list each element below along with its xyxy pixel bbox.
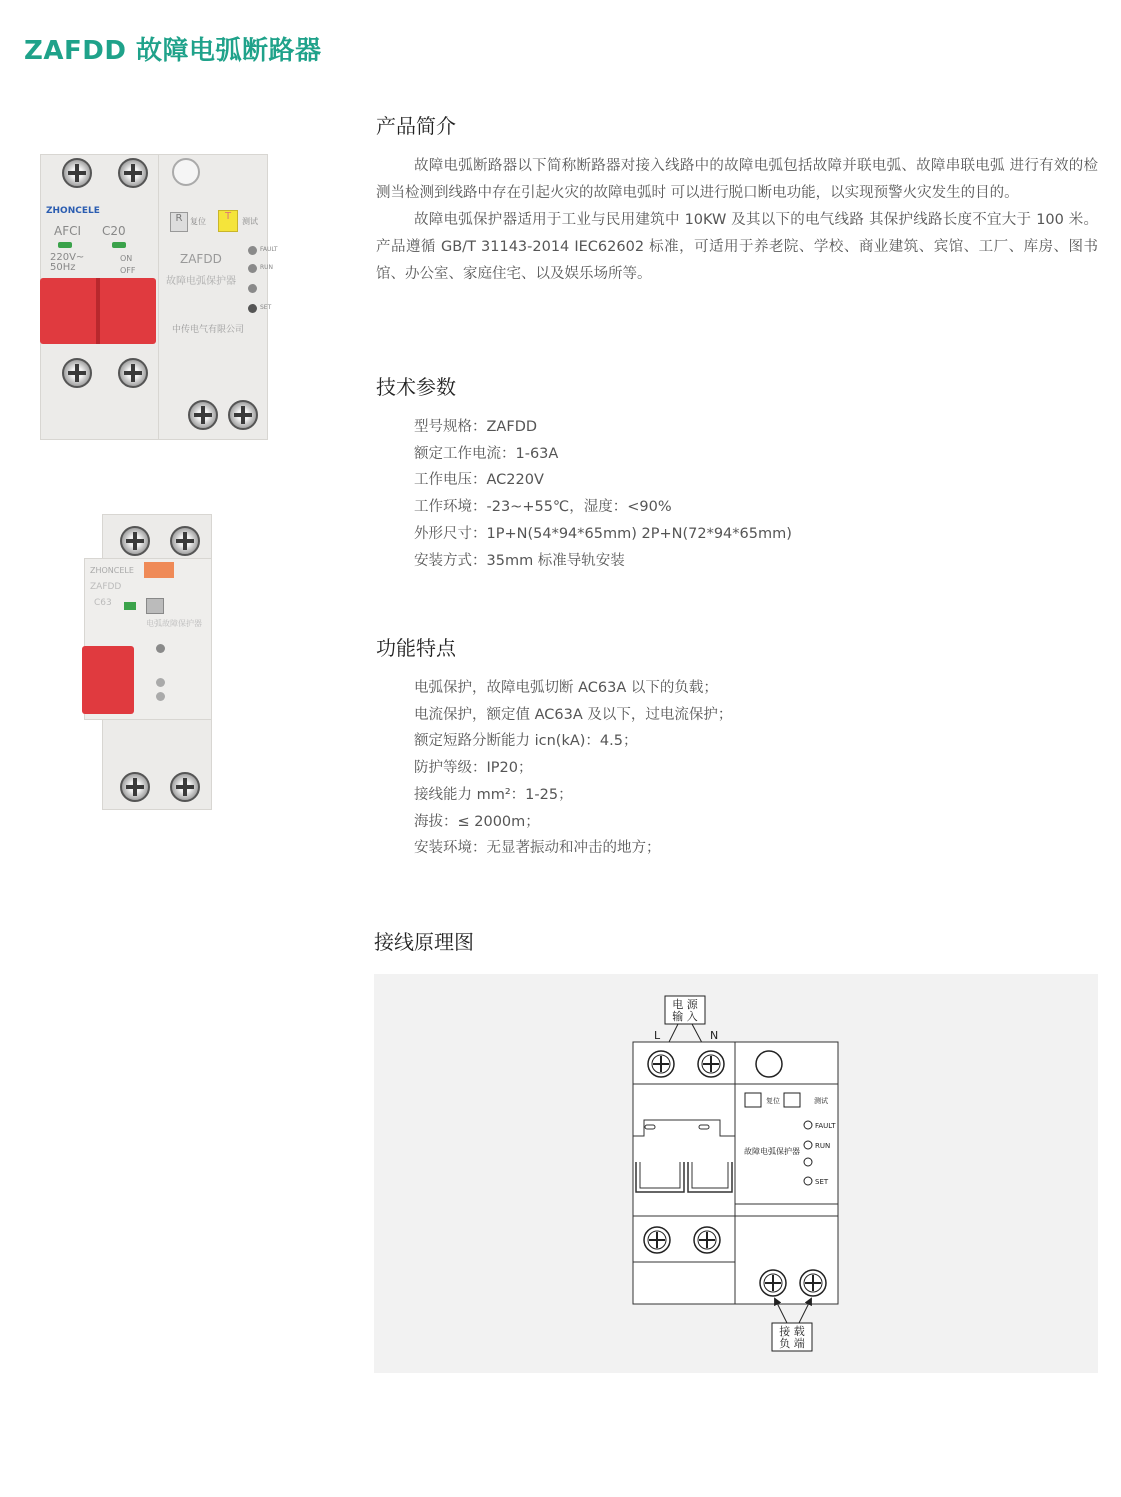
test-label: 测试 <box>814 1097 828 1105</box>
maker-label: 中传电气有限公司 <box>172 325 245 335</box>
afci-label: AFCI <box>54 224 82 238</box>
wiring-heading: 接线原理图 <box>374 930 474 954</box>
freq-label: 50Hz <box>50 262 76 273</box>
rating-label: C20 <box>102 224 126 238</box>
feature-item: 电弧保护，故障电弧切断 AC63A 以下的负载； <box>414 680 718 696</box>
fault-label: FAULT <box>815 1122 836 1130</box>
desc-label: 故障电弧保护器 <box>166 276 236 287</box>
fault-led-icon <box>248 246 257 255</box>
brand-logo: ZHONCELE <box>46 206 100 216</box>
model-label: ZAFDD <box>90 582 122 592</box>
intro-section <box>376 110 1098 288</box>
device-label: 故障电弧保护器 <box>744 1147 800 1156</box>
terminal-screw-icon <box>698 1051 724 1077</box>
terminal-screw-icon <box>228 400 258 430</box>
feature-item: 防护等级：IP20； <box>414 760 533 777</box>
status-led-icon <box>248 284 257 293</box>
product-photo-1p <box>82 514 212 810</box>
reset-label: 复位 <box>766 1097 780 1105</box>
n-label: N <box>710 1029 719 1042</box>
handle-divider <box>96 278 100 344</box>
spec-item: 型号规格：ZAFDD <box>414 419 538 435</box>
green-led-icon <box>124 602 136 610</box>
terminal-screw-icon <box>120 772 150 802</box>
load-label: 负 端 <box>779 1337 805 1350</box>
power-input-label: 输 入 <box>672 1010 698 1023</box>
model-label: ZAFDD <box>180 252 222 266</box>
terminal-screw-icon <box>118 358 148 388</box>
fault-label: FAULT <box>260 246 278 253</box>
power-input-label: 电 源 <box>672 998 698 1011</box>
terminal-screw-icon <box>760 1270 786 1296</box>
terminal-screw-icon <box>648 1051 674 1077</box>
terminal-screw-icon <box>118 158 148 188</box>
page-title: ZAFDD 故障电弧断路器 <box>24 36 322 66</box>
specs-heading: 技术参数 <box>376 375 456 399</box>
reset-button: R <box>170 212 188 232</box>
spec-item: 额定工作电流：1-63A <box>414 445 559 462</box>
off-label: OFF <box>120 266 136 275</box>
reset-button-icon <box>745 1093 761 1107</box>
run-led-icon <box>804 1141 812 1149</box>
set-label: SET <box>260 304 272 311</box>
status-led-icon <box>804 1158 812 1166</box>
run-led-icon <box>248 264 257 273</box>
feature-item: 安装环境：无显著振动和冲击的地方； <box>414 840 661 857</box>
green-led-icon <box>112 242 126 248</box>
set-led-icon <box>248 304 257 313</box>
terminal-screw-icon <box>120 526 150 556</box>
product-photo-2p <box>38 150 278 440</box>
breaker-handle <box>82 646 134 714</box>
spec-item: 工作环境：-23~+55℃，湿度：<90% <box>414 499 672 516</box>
set-label: SET <box>815 1178 829 1186</box>
rating-label: C63 <box>94 598 112 608</box>
wiring-diagram <box>374 974 1098 1373</box>
spec-item: 安装方式：35mm 标准导轨安装 <box>414 552 625 569</box>
orange-tab <box>144 562 174 578</box>
features-section <box>376 632 1098 862</box>
spec-item: 工作电压：AC220V <box>414 472 544 489</box>
reset-label: 复位 <box>190 217 206 226</box>
feature-item: 电流保护，额定值 AC63A 及以下，过电流保护； <box>414 706 733 723</box>
afdd-module-body <box>158 154 268 440</box>
status-led-icon <box>156 692 165 701</box>
run-label: RUN <box>815 1142 831 1150</box>
terminal-screw-icon <box>694 1227 720 1253</box>
specs-section <box>376 371 1098 574</box>
intro-paragraph: 故障电弧保护器适用于工业与民用建筑中 10KW 及其以下的电气线路 其保护线路长度不宜大于 100 米。产品遵循 GB/T 31143-2014 IEC62602 标准，可适用于养老院、学校、商业建筑、宾馆、工厂、库房、图书馆、办公室、家庭住宅、以及娱乐场所等。 <box>376 212 1098 282</box>
terminal-screw-icon <box>62 158 92 188</box>
fault-led-icon <box>804 1121 812 1129</box>
brand-logo: ZHONCELE <box>90 566 134 575</box>
wiring-diagram-svg <box>374 974 1098 1373</box>
test-button-icon <box>784 1093 800 1107</box>
green-led-icon <box>58 242 72 248</box>
spec-item: 外形尺寸：1P+N(54*94*65mm) 2P+N(72*94*65mm) <box>414 525 792 542</box>
feature-item: 接线能力 mm²：1-25； <box>414 786 573 803</box>
load-label: 接 载 <box>779 1325 805 1338</box>
test-label: 测试 <box>242 217 258 226</box>
l-label: L <box>654 1029 661 1042</box>
intro-paragraph: 故障电弧断路器以下简称断路器对接入线路中的故障电弧包括故障并联电弧、故障串联电弧 进行有效的检测当检测到线路中存在引起火灾的故障电弧时 可以进行脱口断电功能，以实现预警火灾发生的目的。 <box>376 158 1098 201</box>
status-led-icon <box>156 678 165 687</box>
indicator-window-icon <box>756 1051 782 1077</box>
on-label: ON <box>120 254 133 263</box>
features-heading: 功能特点 <box>376 636 456 660</box>
indicator-window <box>172 158 200 186</box>
desc-label: 电弧故障保护器 <box>146 619 202 628</box>
feature-item: 额定短路分断能力 icn(kA)：4.5； <box>414 733 638 750</box>
set-led-icon <box>804 1177 812 1185</box>
status-led-icon <box>156 644 165 653</box>
terminal-screw-icon <box>644 1227 670 1253</box>
terminal-screw-icon <box>170 772 200 802</box>
terminal-screw-icon <box>170 526 200 556</box>
voltage-label: 220V~ <box>50 252 85 263</box>
terminal-screw-icon <box>62 358 92 388</box>
intro-heading: 产品简介 <box>376 114 456 138</box>
reset-button <box>146 598 164 614</box>
terminal-screw-icon <box>800 1270 826 1296</box>
feature-item: 海拔：≤ 2000m； <box>414 813 540 830</box>
terminal-screw-icon <box>188 400 218 430</box>
test-button: T <box>218 210 238 232</box>
run-label: RUN <box>260 264 274 271</box>
